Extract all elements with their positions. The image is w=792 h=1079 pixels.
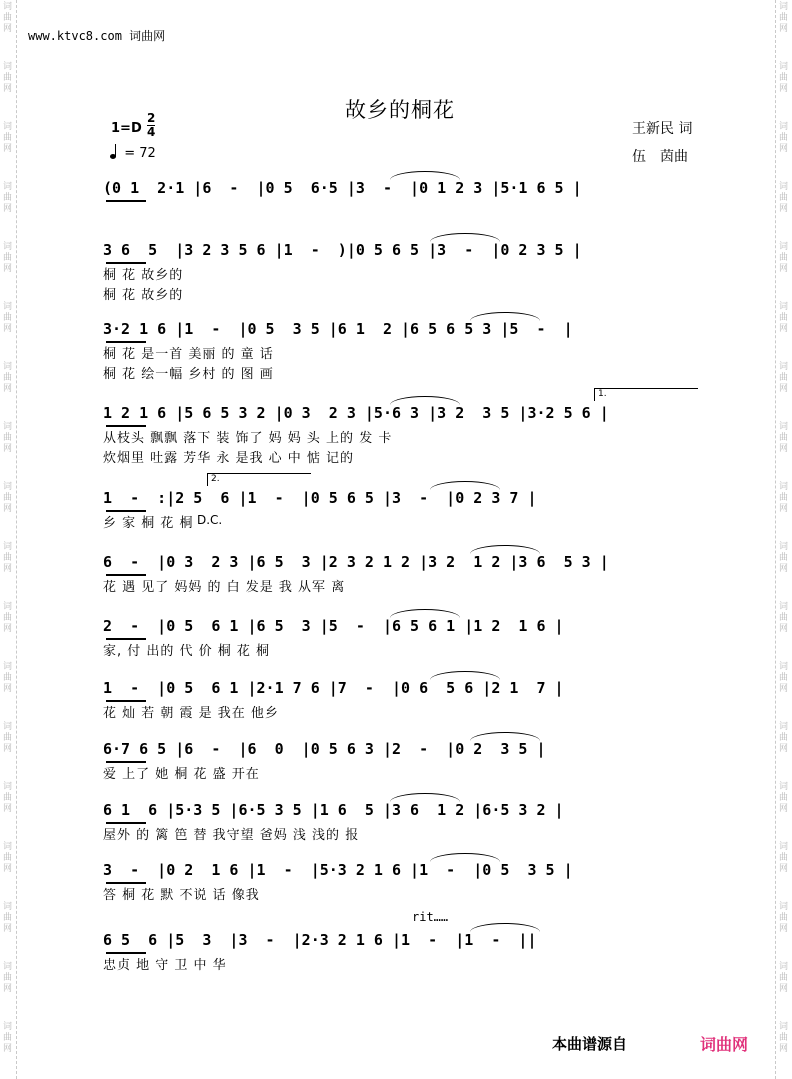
lyric-line-1: 桐 花 故乡的	[103, 268, 184, 283]
watermark-text: 词曲网	[3, 422, 13, 454]
second-ending-label: 2.	[211, 474, 220, 484]
notation-row: 3·2 1 6 |1 - |0 5 3 5 |6 1 2 |6 5 6 5 3 |5 - |	[103, 320, 573, 338]
watermark-text: 词曲网	[3, 782, 13, 814]
footer-source: 本曲谱源自	[552, 1035, 628, 1053]
watermark-text: 词曲网	[779, 662, 789, 694]
slur-mark	[430, 233, 500, 242]
tempo-value: = 72	[124, 146, 156, 161]
watermark-text: 词曲网	[3, 242, 13, 274]
watermark-text: 词曲网	[779, 302, 789, 334]
slur-mark	[470, 923, 540, 932]
watermark-text: 词曲网	[3, 2, 13, 34]
dc-mark: D.C.	[197, 513, 223, 527]
watermark-text: 词曲网	[779, 2, 789, 34]
watermark-text: 词曲网	[779, 902, 789, 934]
second-ending-bracket	[207, 473, 311, 486]
slur-mark	[470, 312, 540, 321]
notation-row: (0 1 2·1 |6 - |0 5 6·5 |3 - |0 1 2 3 |5·1 6 5 |	[103, 179, 582, 197]
notation-row: 6 - |0 3 2 3 |6 5 3 |2 3 2 1 2 |3 2 1 2 |3 6 5 3 |	[103, 553, 609, 571]
slur-mark	[390, 396, 460, 405]
lyric-line-1: 桐 花 是一首 美丽 的 童 话	[103, 347, 274, 362]
watermark-text: 词曲网	[3, 962, 13, 994]
notation-row: 6 5 6 |5 3 |3 - |2·3 2 1 6 |1 - |1 - ||	[103, 931, 537, 949]
left-watermark-strip	[0, 0, 17, 1079]
notation-row: 6·7 6 5 |6 - |6 0 |0 5 6 3 |2 - |0 2 3 5 |	[103, 740, 546, 758]
watermark-text: 词曲网	[779, 62, 789, 94]
watermark-text: 词曲网	[779, 542, 789, 574]
watermark-text: 词曲网	[779, 1022, 789, 1054]
lyric-line-1: 屋外 的 篱 笆 替 我守望 爸妈 浅 浅的 报	[103, 828, 360, 843]
footer-brand-logo[interactable]: 词曲网	[700, 1035, 749, 1054]
quarter-note-icon	[110, 154, 116, 159]
time-signature-top: 2	[147, 111, 156, 125]
notation-row: 6 1 6 |5·3 5 |6·5 3 5 |1 6 5 |3 6 1 2 |6·5 3 2 |	[103, 801, 564, 819]
time-signature	[147, 112, 155, 139]
slur-mark	[430, 671, 500, 680]
lyric-line-2: 桐 花 绘一幅 乡村 的 图 画	[103, 367, 274, 382]
watermark-text: 词曲网	[779, 482, 789, 514]
composer-credit: 伍 茵曲	[632, 149, 688, 165]
watermark-text: 词曲网	[779, 722, 789, 754]
notation-row: 3 6 5 |3 2 3 5 6 |1 - )|0 5 6 5 |3 - |0 2 3 5 |	[103, 241, 582, 259]
watermark-text: 词曲网	[3, 902, 13, 934]
notation-row: 1 - |0 5 6 1 |2·1 7 6 |7 - |0 6 5 6 |2 1 7 |	[103, 679, 564, 697]
notation-row: 2 - |0 5 6 1 |6 5 3 |5 - |6 5 6 1 |1 2 1 6 |	[103, 617, 564, 635]
watermark-text: 词曲网	[3, 542, 13, 574]
watermark-text: 词曲网	[779, 242, 789, 274]
rit-mark: rit……	[412, 910, 449, 924]
watermark-text: 词曲网	[3, 842, 13, 874]
watermark-text: 词曲网	[3, 482, 13, 514]
lyric-line-1: 爱 上了 她 桐 花 盛 开在	[103, 767, 260, 782]
beam-line	[106, 200, 146, 202]
slur-mark	[390, 609, 460, 618]
tempo-marking	[110, 146, 156, 161]
slur-mark	[470, 732, 540, 741]
watermark-text: 词曲网	[3, 662, 13, 694]
notation-row: 1 2 1 6 |5 6 5 3 2 |0 3 2 3 |5·6 3 |3 2 3 5 |3·2 5 6 |	[103, 404, 609, 422]
lyric-line-1: 花 灿 若 朝 霞 是 我在 他乡	[103, 706, 279, 721]
lyric-line-1: 忠贞 地 守 卫 中 华	[103, 958, 227, 973]
first-ending-bracket	[594, 388, 698, 401]
watermark-text: 词曲网	[3, 62, 13, 94]
lyric-line-2: 桐 花 故乡的	[103, 288, 184, 303]
key-signature: 1=D	[111, 121, 142, 136]
watermark-text: 词曲网	[779, 182, 789, 214]
slur-mark	[390, 793, 460, 802]
watermark-text: 词曲网	[779, 842, 789, 874]
watermark-text: 词曲网	[3, 122, 13, 154]
lyric-line-1: 家, 付 出的 代 价 桐 花 桐	[103, 644, 271, 659]
watermark-text: 词曲网	[3, 722, 13, 754]
watermark-text: 词曲网	[3, 182, 13, 214]
watermark-text: 词曲网	[779, 422, 789, 454]
lyric-line-1: 乡 家 桐 花 桐	[103, 516, 194, 531]
watermark-text: 词曲网	[779, 362, 789, 394]
watermark-text: 词曲网	[779, 962, 789, 994]
watermark-text: 词曲网	[779, 602, 789, 634]
first-ending-label: 1.	[598, 389, 607, 399]
lyric-line-1: 花 遇 见了 妈妈 的 白 发是 我 从军 离	[103, 580, 346, 595]
lyric-line-1: 从枝头 飘飘 落下 装 饰了 妈 妈 头 上的 发 卡	[103, 431, 393, 446]
watermark-text: 词曲网	[3, 302, 13, 334]
slur-mark	[430, 853, 500, 862]
lyric-line-2: 炊烟里 吐露 芳华 永 是我 心 中 惦 记的	[103, 451, 355, 466]
notation-row: 3 - |0 2 1 6 |1 - |5·3 2 1 6 |1 - |0 5 3 5 |	[103, 861, 573, 879]
lyricist-credit: 王新民 词	[632, 121, 693, 137]
right-watermark-strip	[775, 0, 792, 1079]
slur-mark	[430, 481, 500, 490]
watermark-text: 词曲网	[3, 602, 13, 634]
time-signature-bottom: 4	[147, 125, 156, 139]
watermark-text: 词曲网	[779, 782, 789, 814]
watermark-text: 词曲网	[3, 362, 13, 394]
watermark-text: 词曲网	[779, 122, 789, 154]
lyric-line-1: 答 桐 花 默 不说 话 像我	[103, 888, 260, 903]
slur-mark	[390, 171, 460, 180]
slur-mark	[470, 545, 540, 554]
notation-row: 1 - :|2 5 6 |1 - |0 5 6 5 |3 - |0 2 3 7 |	[103, 489, 537, 507]
site-url[interactable]: www.ktvc8.com 词曲网	[28, 29, 166, 43]
song-title: 故乡的桐花	[345, 98, 455, 122]
watermark-text: 词曲网	[3, 1022, 13, 1054]
